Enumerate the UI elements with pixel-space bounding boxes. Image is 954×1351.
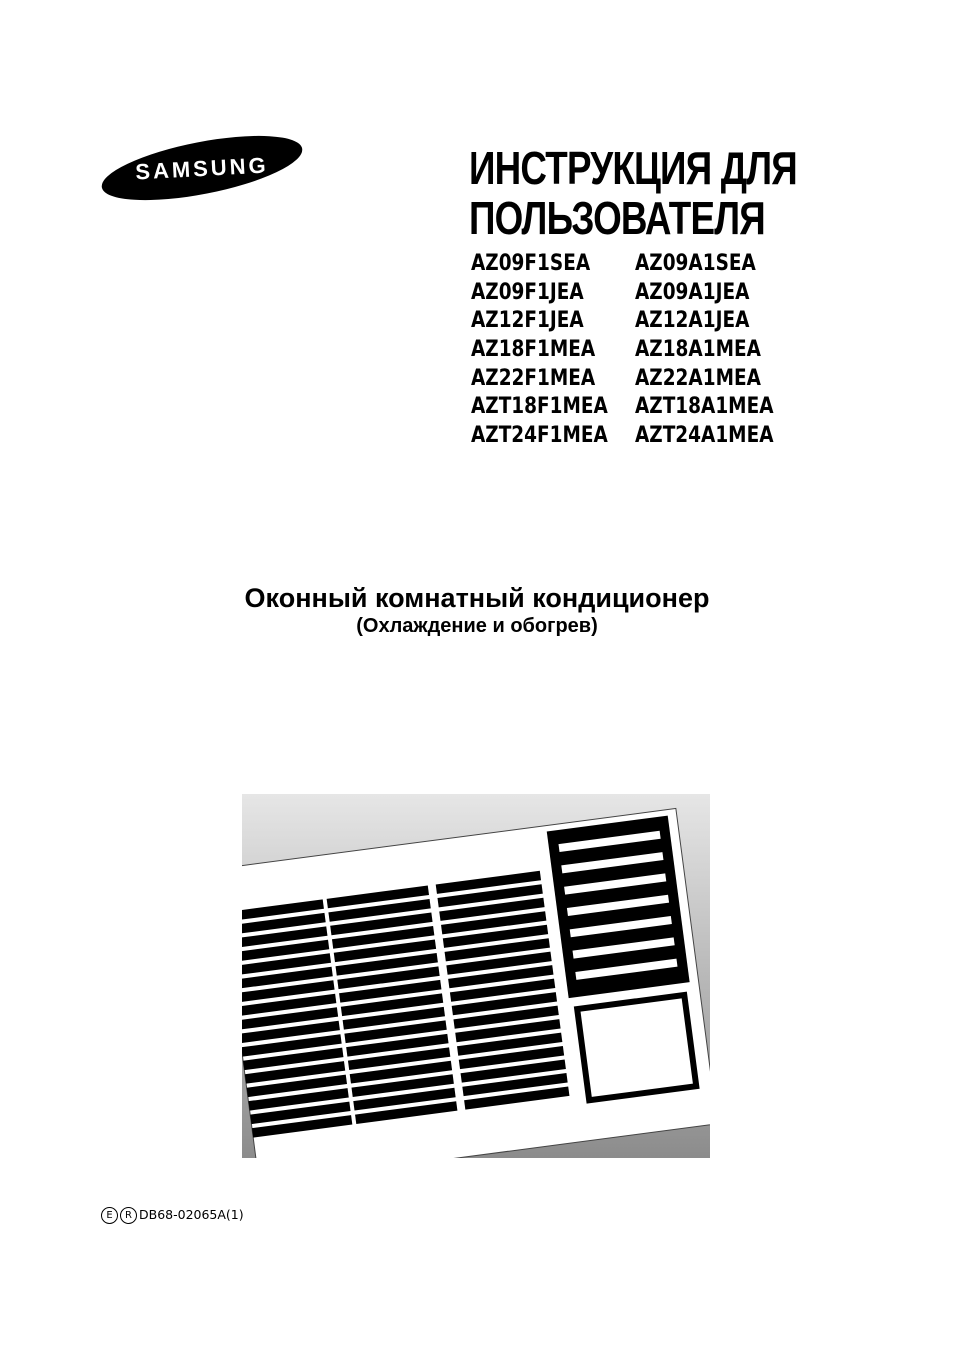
display-window	[577, 995, 696, 1100]
model-item: AZT24A1MEA	[635, 423, 774, 449]
e-mark: E	[101, 1207, 118, 1224]
model-item: AZ12A1JEA	[635, 308, 750, 334]
title-line-2: ПОЛЬЗОВАТЕЛЯ	[469, 192, 765, 244]
samsung-logo	[100, 133, 304, 203]
model-item: AZ22A1MEA	[635, 365, 761, 391]
model-item: AZ12F1JEA	[471, 308, 584, 334]
model-item: AZT24F1MEA	[471, 423, 608, 449]
brand-name: SAMSUNG	[134, 152, 270, 185]
air-conditioner-illustration	[242, 794, 710, 1158]
model-list-right	[635, 250, 774, 451]
model-item: AZ09F1JEA	[471, 279, 584, 305]
model-item: AZ18F1MEA	[471, 337, 596, 363]
model-item: AZT18A1MEA	[635, 394, 774, 420]
model-item: AZT18F1MEA	[471, 394, 608, 420]
model-item: AZ22F1MEA	[471, 365, 596, 391]
model-item: AZ09A1SEA	[635, 251, 756, 276]
model-list-left	[471, 250, 608, 451]
product-subtitle: (Охлаждение и обогрев)	[356, 615, 598, 637]
model-item: AZ09F1SEA	[471, 251, 591, 276]
r-mark: R	[120, 1207, 137, 1224]
model-item: AZ18A1MEA	[635, 337, 761, 363]
doc-code-text: DB68-02065A(1)	[139, 1207, 244, 1222]
page-title	[469, 143, 797, 243]
document-code	[101, 1205, 244, 1225]
title-line-1: ИНСТРУКЦИЯ ДЛЯ	[469, 142, 797, 194]
model-item: AZ09A1JEA	[635, 279, 750, 305]
product-title: Оконный комнатный кондиционер	[244, 583, 710, 613]
